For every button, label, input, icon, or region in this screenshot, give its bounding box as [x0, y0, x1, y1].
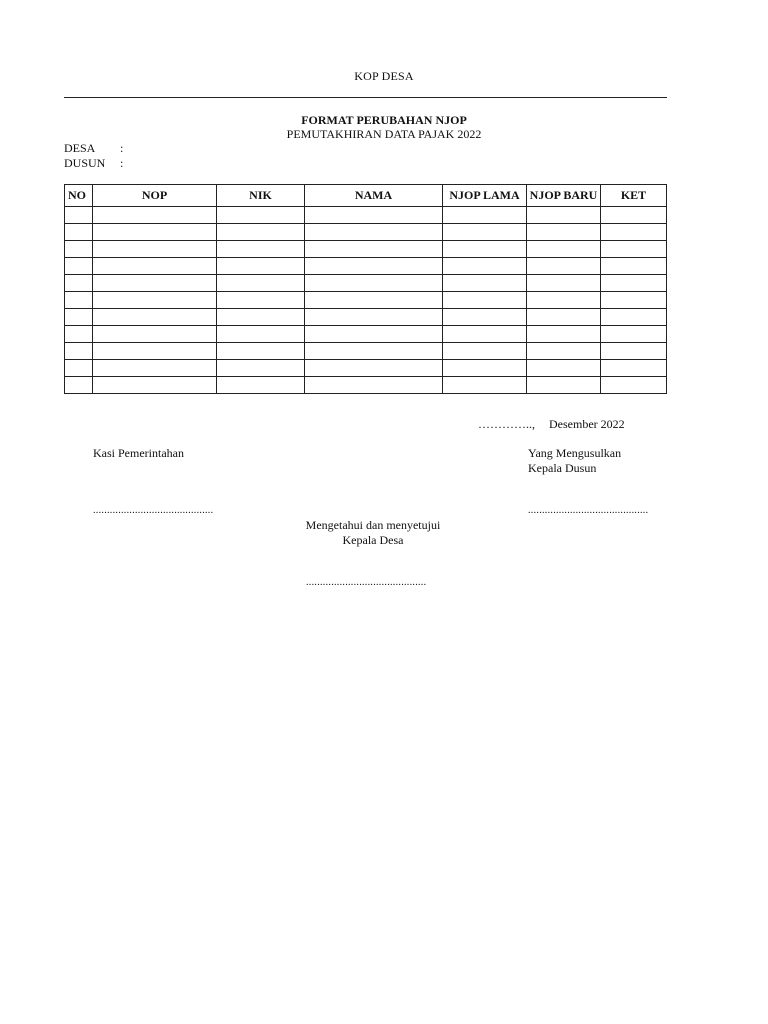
table-cell: [93, 343, 217, 360]
date-text: Desember 2022: [549, 417, 625, 431]
table-row: [65, 207, 667, 224]
table-cell: [305, 258, 443, 275]
table-cell: [601, 377, 667, 394]
table-cell: [527, 326, 601, 343]
table-cell: [93, 224, 217, 241]
table-cell: [527, 377, 601, 394]
table-cell: [217, 224, 305, 241]
table-cell: [527, 309, 601, 326]
table-cell: [93, 258, 217, 275]
table-row: [65, 360, 667, 377]
column-header-nama: NAMA: [305, 185, 443, 207]
dusun-label: DUSUN: [64, 156, 106, 170]
column-header-ket: KET: [601, 185, 667, 207]
table-cell: [305, 241, 443, 258]
table-cell: [65, 292, 93, 309]
table-row: [65, 377, 667, 394]
table-cell: [93, 326, 217, 343]
table-cell: [601, 343, 667, 360]
table-cell: [305, 360, 443, 377]
approval-statement: Mengetahui dan menyetujui: [305, 518, 441, 532]
table-cell: [217, 258, 305, 275]
table-cell: [527, 275, 601, 292]
column-header-nik: NIK: [217, 185, 305, 207]
signature-line-left: ...........................................: [93, 505, 214, 516]
table-cell: [601, 292, 667, 309]
table-cell: [65, 275, 93, 292]
table-cell: [65, 360, 93, 377]
approval-signer-title: Kepala Desa: [342, 533, 404, 547]
table-cell: [217, 241, 305, 258]
table-row: [65, 309, 667, 326]
table-cell: [305, 326, 443, 343]
table-row: [65, 241, 667, 258]
table-cell: [217, 275, 305, 292]
table-cell: [443, 258, 527, 275]
table-cell: [93, 309, 217, 326]
desa-colon: :: [120, 141, 124, 155]
table-cell: [601, 360, 667, 377]
table-cell: [305, 309, 443, 326]
table-cell: [601, 309, 667, 326]
table-cell: [93, 292, 217, 309]
column-header-njop-lama: NJOP LAMA: [443, 185, 527, 207]
table-cell: [65, 326, 93, 343]
table-cell: [443, 224, 527, 241]
table-cell: [527, 360, 601, 377]
column-header-njop-baru: NJOP BARU: [527, 185, 601, 207]
table-cell: [65, 309, 93, 326]
table-cell: [601, 241, 667, 258]
table-cell: [305, 207, 443, 224]
table-row: [65, 275, 667, 292]
table-cell: [443, 326, 527, 343]
desa-label: DESA: [64, 141, 96, 155]
table-cell: [527, 292, 601, 309]
table-cell: [443, 275, 527, 292]
signer-left-role: Kasi Pemerintahan: [93, 446, 184, 460]
dusun-colon: :: [120, 156, 124, 170]
desa-field: [64, 141, 123, 156]
date-line: [478, 417, 625, 432]
document-subtitle: PEMUTAKHIRAN DATA PAJAK 2022: [286, 127, 482, 141]
table-cell: [527, 241, 601, 258]
table-cell: [217, 292, 305, 309]
table-cell: [65, 207, 93, 224]
table-body: [65, 207, 667, 394]
table-cell: [443, 207, 527, 224]
table-cell: [527, 224, 601, 241]
table-cell: [217, 343, 305, 360]
table-cell: [443, 343, 527, 360]
table-cell: [601, 258, 667, 275]
signature-line-right: ...........................................: [528, 505, 649, 516]
table-cell: [443, 292, 527, 309]
table-cell: [217, 309, 305, 326]
table-row: [65, 292, 667, 309]
table-cell: [93, 360, 217, 377]
table-cell: [443, 377, 527, 394]
table-cell: [93, 275, 217, 292]
document-title: FORMAT PERUBAHAN NJOP: [301, 113, 467, 127]
dusun-field: [64, 156, 123, 171]
table-row: [65, 343, 667, 360]
place-placeholder: …………..,: [478, 417, 535, 431]
table-cell: [443, 309, 527, 326]
table-cell: [305, 224, 443, 241]
table-row: [65, 224, 667, 241]
table-cell: [65, 377, 93, 394]
table-cell: [443, 241, 527, 258]
table-cell: [217, 360, 305, 377]
table-cell: [305, 377, 443, 394]
table-row: [65, 258, 667, 275]
table-cell: [305, 343, 443, 360]
table-cell: [601, 207, 667, 224]
table-cell: [93, 241, 217, 258]
table-cell: [93, 207, 217, 224]
table-cell: [527, 258, 601, 275]
signer-right-title: Kepala Dusun: [528, 461, 597, 475]
table-cell: [93, 377, 217, 394]
njop-change-table: [64, 184, 667, 394]
table-cell: [527, 343, 601, 360]
table-cell: [527, 207, 601, 224]
table-cell: [217, 377, 305, 394]
table-row: [65, 326, 667, 343]
letterhead: KOP DESA: [354, 69, 414, 83]
table-cell: [217, 207, 305, 224]
signature-line-approval: ...........................................: [306, 577, 427, 588]
letterhead-divider: [64, 97, 667, 98]
table-cell: [601, 224, 667, 241]
column-header-no: NO: [65, 185, 93, 207]
table-cell: [601, 326, 667, 343]
table-cell: [601, 275, 667, 292]
column-header-nop: NOP: [93, 185, 217, 207]
table-header-row: [65, 185, 667, 207]
table-cell: [305, 275, 443, 292]
table-cell: [65, 224, 93, 241]
table-cell: [217, 326, 305, 343]
table-cell: [305, 292, 443, 309]
table-cell: [443, 360, 527, 377]
signer-right-role: Yang Mengusulkan: [528, 446, 622, 460]
table-cell: [65, 241, 93, 258]
table-cell: [65, 343, 93, 360]
table-cell: [65, 258, 93, 275]
